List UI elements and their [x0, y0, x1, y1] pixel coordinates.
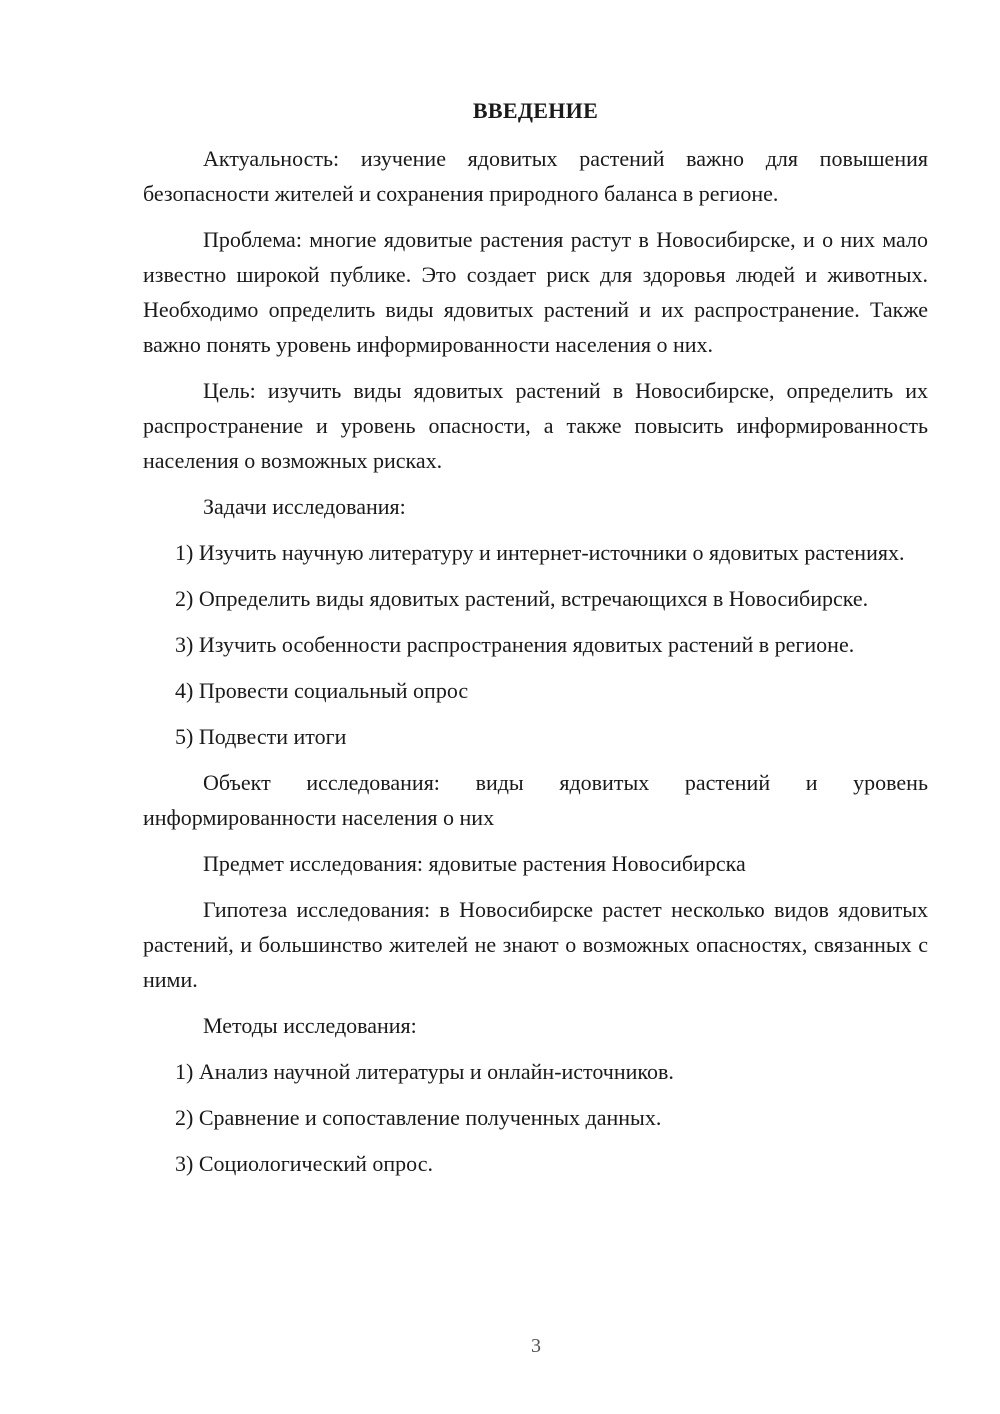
method-item: 2) Сравнение и сопоставление полученных данных. — [175, 1105, 662, 1130]
task-item: 1) Изучить научную литературу и интернет-источники о ядовитых растениях. — [175, 540, 905, 565]
task-item: 3) Изучить особенности распространения ядовитых растений в регионе. — [175, 632, 855, 657]
method-item: 1) Анализ научной литературы и онлайн-источников. — [175, 1059, 674, 1084]
tasks-title: Задачи исследования: — [203, 494, 406, 519]
subject-paragraph: Предмет исследования: ядовитые растения Новосибирска — [203, 851, 746, 876]
document-body — [143, 141, 928, 1192]
page-number: 3 — [531, 1335, 541, 1357]
relevance-paragraph: Актуальность: изучение ядовитых растений важно для повышения безопасности жителей и сохранения природного баланса в регионе. — [143, 146, 928, 206]
method-item: 3) Социологический опрос. — [175, 1151, 433, 1176]
goal-paragraph: Цель: изучить виды ядовитых растений в Новосибирске, определить их распространение и уровень опасности, а также повысить информированность населения о возможных рисках. — [143, 378, 928, 473]
object-paragraph: Объект исследования: виды ядовитых растений и уровень информированности населения о них — [143, 770, 928, 830]
methods-title: Методы исследования: — [203, 1013, 417, 1038]
problem-paragraph: Проблема: многие ядовитые растения растут в Новосибирске, и о них мало известно широкой публике. Это создает риск для здоровья людей и животных. Необходимо определить виды ядовитых растений и их распространение. Также важно понять уровень информированности населения о них. — [143, 227, 928, 357]
page-title: ВВЕДЕНИЕ — [472, 98, 599, 123]
task-item: 2) Определить виды ядовитых растений, встречающихся в Новосибирске. — [175, 586, 869, 611]
hypothesis-paragraph: Гипотеза исследования: в Новосибирске растет несколько видов ядовитых растений, и большинство жителей не знают о возможных опасностях, связанных с ними. — [143, 897, 928, 992]
task-item: 4) Провести социальный опрос — [175, 678, 469, 703]
task-item: 5) Подвести итоги — [175, 724, 347, 749]
